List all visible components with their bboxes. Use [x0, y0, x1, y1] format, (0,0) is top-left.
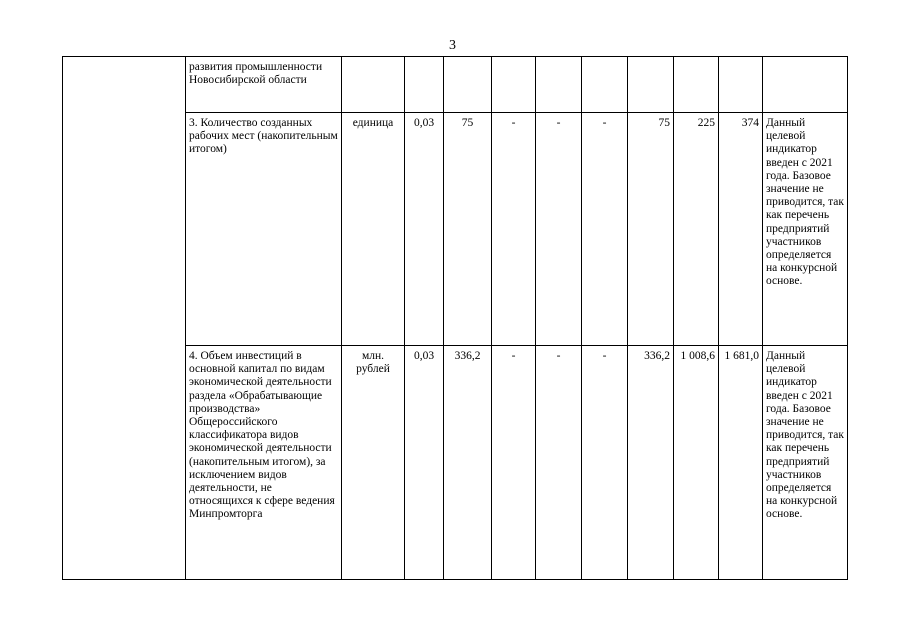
value-cell: [492, 57, 536, 113]
value-cell: -: [536, 346, 582, 580]
value-cell: 374: [719, 113, 763, 346]
note-cell: Данный целевой индикатор введен с 2021 года. Базовое значение не приводится, так как перечень предприятий участников определяется на конкурсной основе.: [763, 113, 848, 346]
value-cell: 75: [444, 113, 492, 346]
note-cell: Данный целевой индикатор введен с 2021 года. Базовое значение не приводится, так как перечень предприятий участников определяется на конкурсной основе.: [763, 346, 848, 580]
unit-cell: [342, 57, 405, 113]
weight-cell: [405, 57, 444, 113]
value-cell: -: [536, 113, 582, 346]
value-cell: 336,2: [444, 346, 492, 580]
value-cell: [674, 57, 719, 113]
indicator-name-cell: 4. Объем инвестиций в основной капитал по видам экономической деятельности раздела «Обрабатывающие производства» Общероссийского классификатора видов экономической деятельности (накопительным итогом), за исключением видов деятельности, не относящихся к сфере ведения Минпромторга: [186, 346, 342, 580]
program-name-cell: [63, 57, 186, 580]
unit-cell: млн. рублей: [342, 346, 405, 580]
value-cell: -: [582, 113, 628, 346]
table-row: [63, 57, 848, 113]
value-cell: -: [492, 346, 536, 580]
weight-cell: 0,03: [405, 346, 444, 580]
value-cell: [628, 57, 674, 113]
value-cell: [536, 57, 582, 113]
value-cell: [582, 57, 628, 113]
value-cell: -: [582, 346, 628, 580]
value-cell: 75: [628, 113, 674, 346]
value-cell: 336,2: [628, 346, 674, 580]
value-cell: -: [492, 113, 536, 346]
value-cell: 1 681,0: [719, 346, 763, 580]
indicator-name-cell: 3. Количество созданных рабочих мест (накопительным итогом): [186, 113, 342, 346]
note-cell: [763, 57, 848, 113]
value-cell: 1 008,6: [674, 346, 719, 580]
indicator-name-cell: развития промышленности Новосибирской области: [186, 57, 342, 113]
page-number: 3: [449, 38, 456, 53]
weight-cell: 0,03: [405, 113, 444, 346]
value-cell: 225: [674, 113, 719, 346]
unit-cell: единица: [342, 113, 405, 346]
indicators-table: [62, 56, 848, 580]
value-cell: [444, 57, 492, 113]
value-cell: [719, 57, 763, 113]
